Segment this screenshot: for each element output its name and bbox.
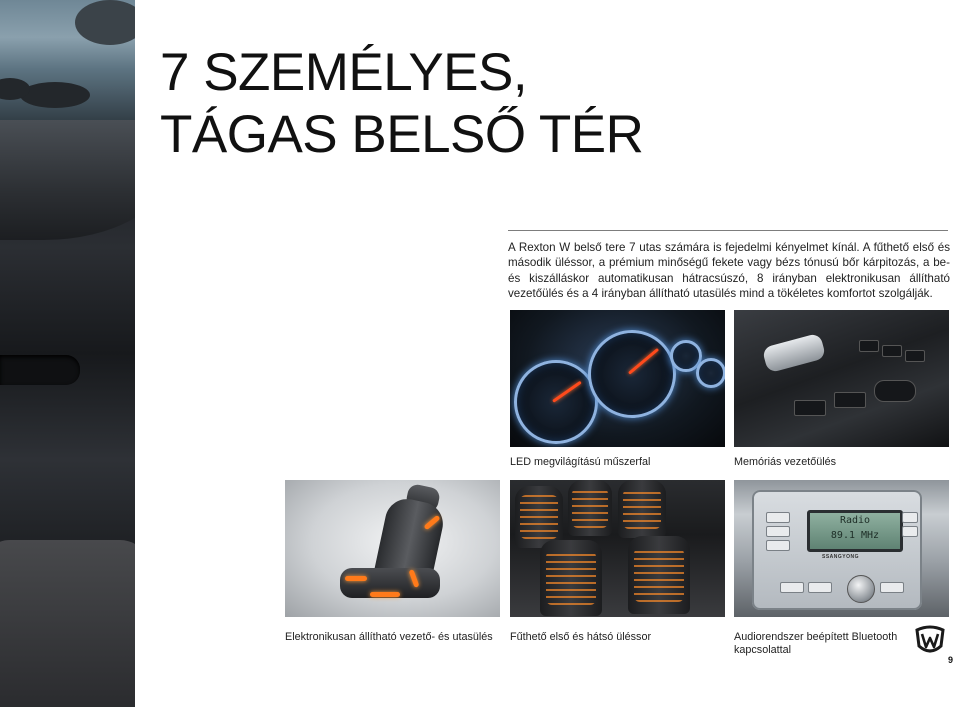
audio-system-photo xyxy=(734,480,949,617)
radio-button xyxy=(780,582,804,593)
caption-cluster: LED megvilágítású műszerfal xyxy=(510,456,651,468)
adjust-arrow xyxy=(345,576,367,581)
window-switch xyxy=(834,392,866,408)
temp-gauge xyxy=(696,358,725,388)
vent-slot xyxy=(0,355,80,385)
memory-button xyxy=(905,350,925,362)
front-seat xyxy=(540,540,602,616)
radio-display-line-2: 89.1 MHz xyxy=(830,530,880,541)
radio-faceplate xyxy=(752,490,922,610)
instrument-cluster-photo xyxy=(510,310,725,447)
ssangyong-logo-icon xyxy=(912,622,948,658)
memory-button xyxy=(859,340,879,352)
caption-electric-seats: Elektronikusan állítható vezető- és utasülés xyxy=(285,631,493,643)
page-number: 9 xyxy=(948,655,954,665)
tachometer-gauge xyxy=(514,360,598,444)
electric-seat-photo xyxy=(285,480,500,617)
dashboard-shape xyxy=(0,120,135,240)
speedometer-gauge xyxy=(588,330,676,418)
door-panel-photo xyxy=(734,310,949,447)
caption-audio: Audiorendszer beépített Bluetooth kapcsolattal xyxy=(734,631,898,656)
radio-button xyxy=(766,512,790,523)
caption-heated-seats: Fűthető első és hátsó üléssor xyxy=(510,631,652,643)
rock xyxy=(20,82,90,108)
adjust-arrow xyxy=(370,592,400,597)
radio-button xyxy=(880,582,904,593)
radio-button xyxy=(766,526,790,537)
radio-button xyxy=(808,582,832,593)
rear-seat xyxy=(568,480,612,536)
front-seat xyxy=(628,536,690,614)
rear-seat xyxy=(618,480,666,538)
console-panel xyxy=(0,540,135,707)
intro-paragraph: A Rexton W belső tere 7 utas számára is fejedelmi kényelmet kínál. A fűthető első és második üléssor, a prémium minőségű fekete vagy bézs tónusú bőr kárpitozás, a be- és kiszálláskor automatikusan hátracsúszó, 8 irányban elektronikusan állítható vezetőülés és a 4 irányban állítható utasülés mind a tökéletes komfortot szolgálják. xyxy=(508,241,950,301)
radio-button xyxy=(902,526,918,537)
volume-knob xyxy=(847,575,875,603)
title-line-1: 7 SZEMÉLYES, xyxy=(160,43,528,102)
radio-button xyxy=(902,512,918,523)
radio-brand: SSANGYONG xyxy=(822,554,860,560)
memory-button xyxy=(882,345,902,357)
radio-display xyxy=(807,510,903,552)
page-title xyxy=(160,42,643,166)
radio-display-line-1: Radio xyxy=(839,515,871,526)
caption-memory-seat: Memóriás vezetőülés xyxy=(734,456,837,468)
side-interior-photo xyxy=(0,0,135,707)
window-switch xyxy=(794,400,826,416)
divider-line xyxy=(508,230,948,231)
door-handle xyxy=(762,333,827,374)
heated-seats-photo xyxy=(510,480,725,617)
radio-button xyxy=(766,540,790,551)
rear-seat xyxy=(515,486,563,548)
mirror-control xyxy=(874,380,916,402)
title-line-2: TÁGAS BELSŐ TÉR xyxy=(160,105,644,164)
